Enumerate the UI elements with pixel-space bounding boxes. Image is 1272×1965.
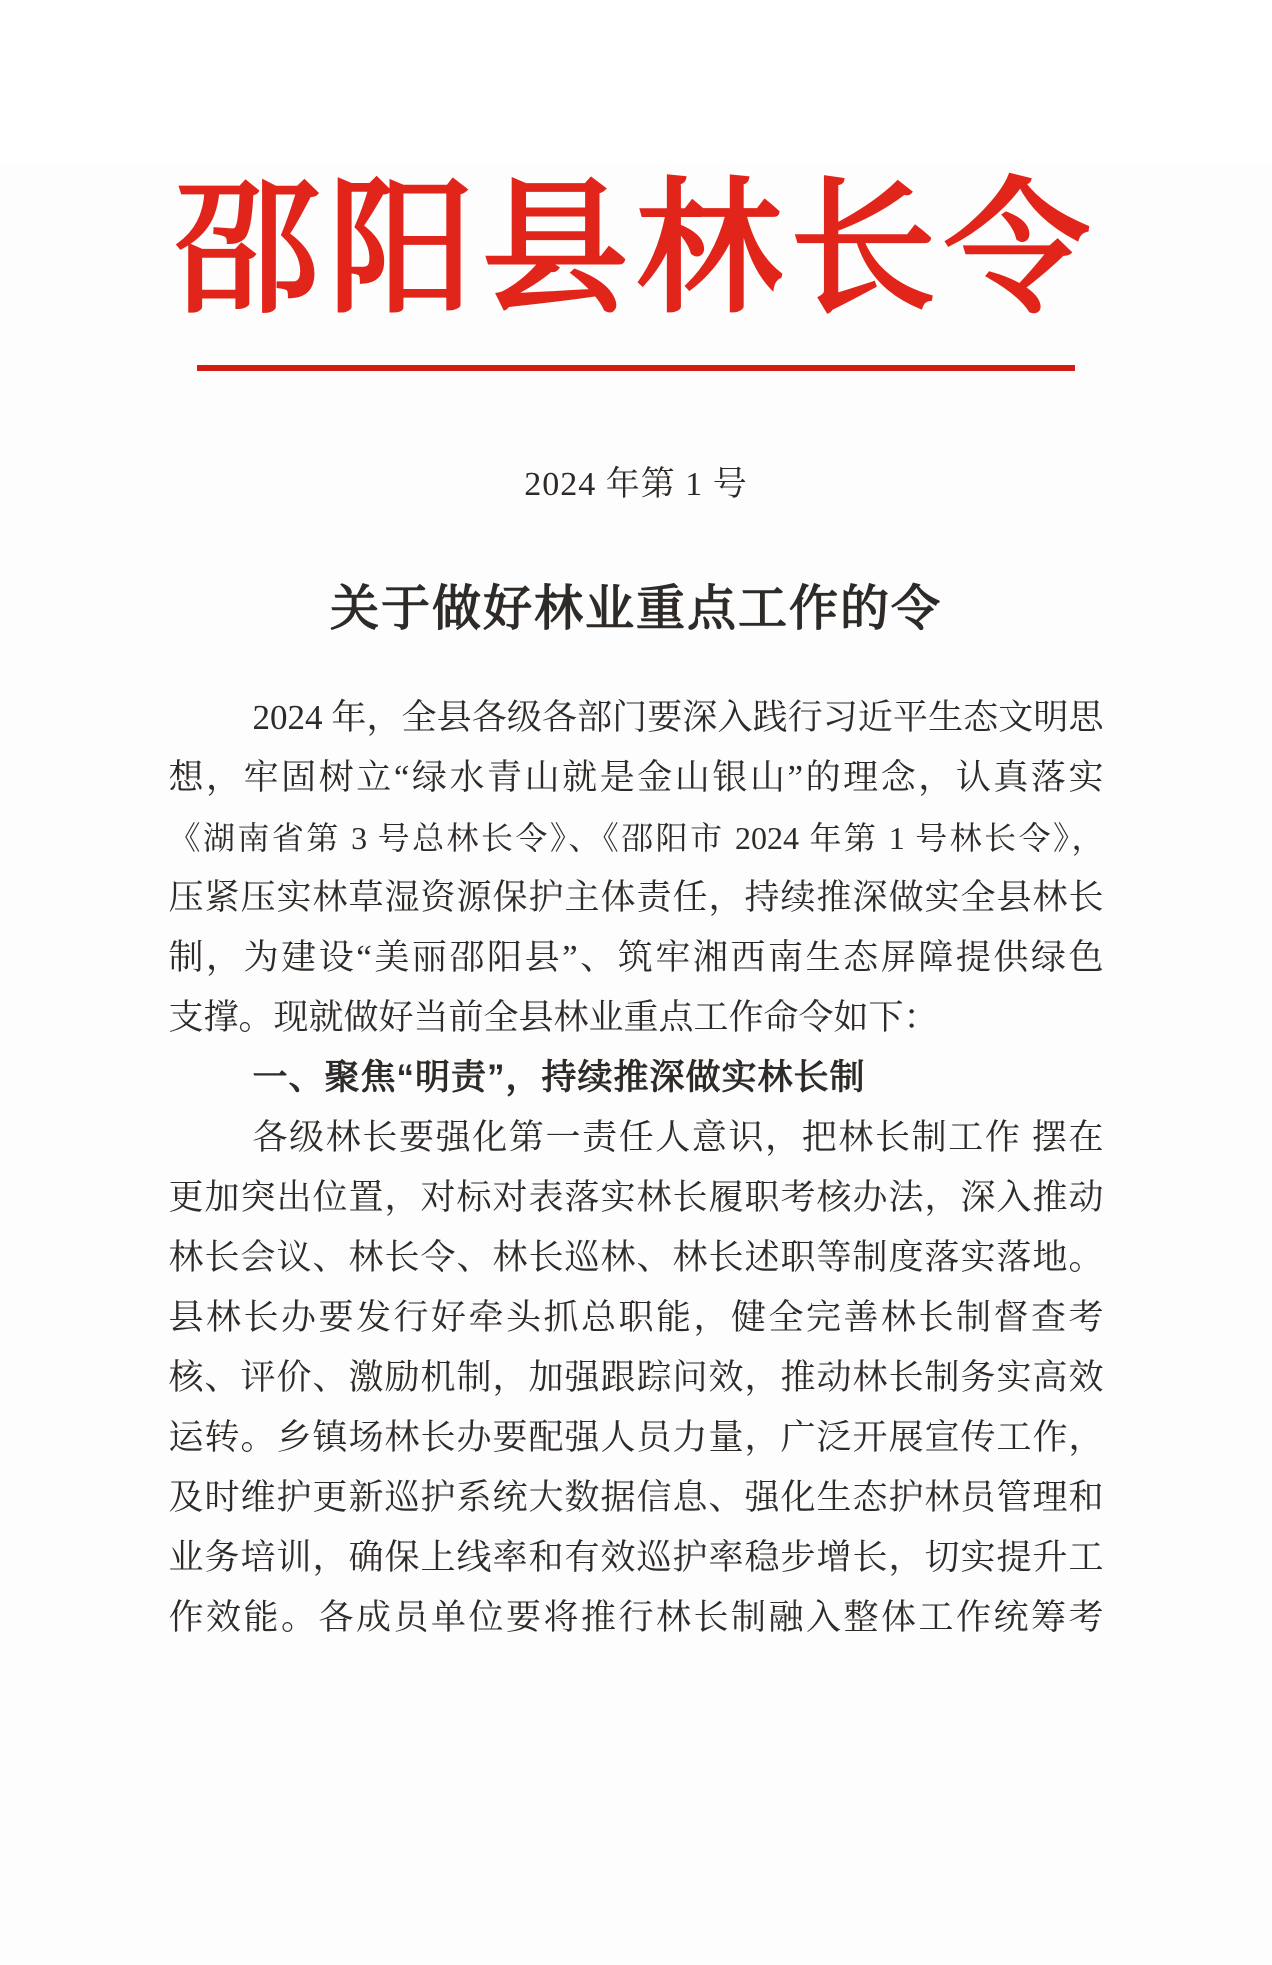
body-line: 更加突出位置，对标对表落实林长履职考核办法，深入推动 <box>168 1178 1104 1217</box>
body-line: 及时维护更新巡护系统大数据信息、强化生态护林员管理和 <box>168 1478 1104 1517</box>
body-line: 制，为建设“美丽邵阳县”、筑牢湘西南生态屏障提供绿色 <box>168 938 1104 977</box>
body-line: 核、评价、激励机制，加强跟踪问效，推动林长制务实高效 <box>168 1358 1104 1397</box>
body-line: 各级林长要强化第一责任人意识，把林长制工作 摆在 <box>252 1118 1104 1157</box>
banner-title: 邵阳县林长令 <box>174 169 1098 331</box>
body-line: 《湖南省第 3 号总林长令》、《邵阳市 2024 年第 1 号林长令》， <box>168 820 1104 856</box>
banner-divider-rule <box>197 365 1075 371</box>
body-line: 想，牢固树立“绿水青山就是金山银山”的理念，认真落实 <box>168 758 1104 797</box>
body-line: 压紧压实林草湿资源保护主体责任，持续推深做实全县林长 <box>168 878 1104 917</box>
body-line: 县林长办要发行好牵头抓总职能，健全完善林长制督查考 <box>168 1298 1104 1337</box>
document-body <box>169 688 1104 1648</box>
body-line: 作效能。各成员单位要将推行林长制融入整体工作统筹考 <box>168 1598 1104 1637</box>
body-line: 林长会议、林长令、林长巡林、林长述职等制度落实落地。 <box>168 1238 1104 1277</box>
body-line: 2024 年，全县各级各部门要深入践行习近平生态文明思 <box>252 698 1104 737</box>
issue-number: 2024 年第 1 号 <box>524 466 748 503</box>
document-title: 关于做好林业重点工作的令 <box>329 581 942 636</box>
document-page <box>0 165 1272 1965</box>
body-line: 运转。乡镇场林长办要配强人员力量，广泛开展宣传工作， <box>168 1418 1104 1457</box>
body-line: 业务培训，确保上线率和有效巡护率稳步增长，切实提升工 <box>168 1538 1104 1577</box>
section-heading: 一、聚焦“明责”，持续推深做实林长制 <box>252 1058 866 1097</box>
body-line: 支撑。现就做好当前全县林业重点工作命令如下： <box>168 998 939 1037</box>
